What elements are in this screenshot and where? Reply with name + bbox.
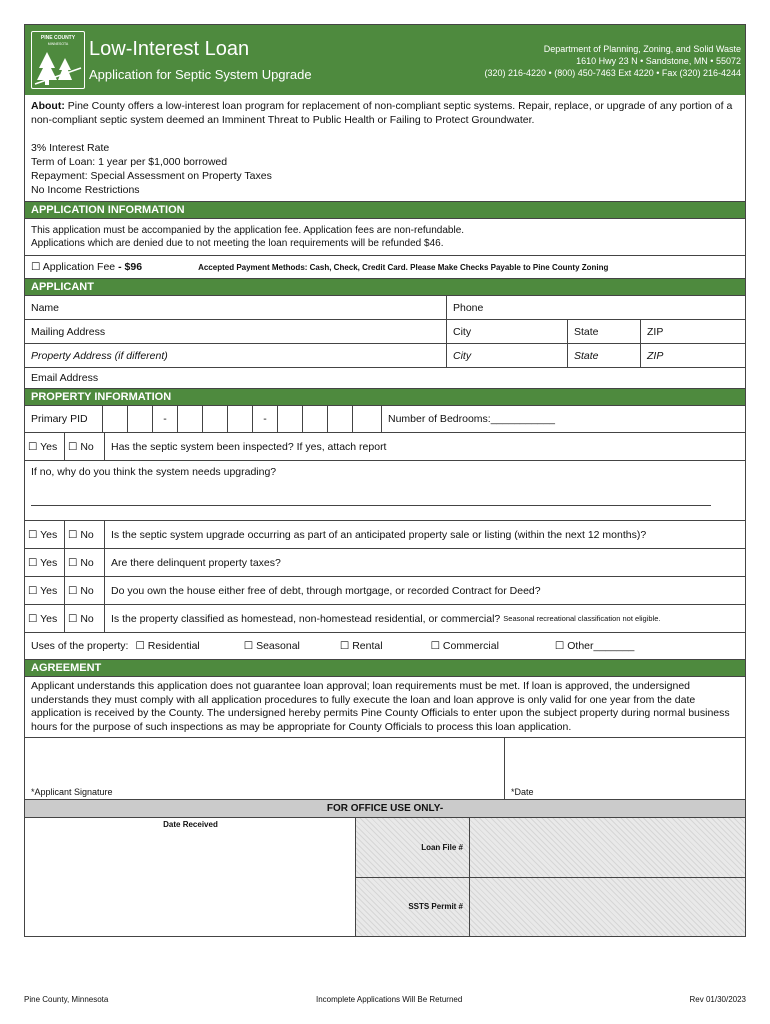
- question-text: Has the septic system been inspected? If yes, attach report: [111, 440, 387, 453]
- agreement-text: Applicant understands this application does not guarantee loan approval; loan requirements must be met. If loan is approved, the undersigned understands they must comply with all application procedures to fully execute the loan and loan approve is only valid for one year from the date application is received by the County. The undersigned hereby permits Pine County Officials to enter upon the subject property during normal business hours for the purpose of such inspections as may be appropriate for County Officials to process this loan application.: [25, 677, 745, 738]
- about-paragraph: [31, 99, 739, 127]
- yes-checkbox[interactable]: ☐ Yes: [25, 549, 65, 576]
- no-checkbox[interactable]: ☐ No: [65, 549, 105, 576]
- form-subtitle: Application for Septic System Upgrade: [89, 67, 312, 82]
- pid-digit-box[interactable]: [227, 406, 252, 432]
- pid-digit-box[interactable]: [102, 406, 127, 432]
- logo-text: PINE COUNTY: [40, 35, 76, 41]
- agreement-heading: AGREEMENT: [25, 660, 745, 677]
- property-city-field[interactable]: City: [447, 344, 568, 367]
- zip-field[interactable]: ZIP: [647, 325, 664, 338]
- pid-digit-box[interactable]: [127, 406, 152, 432]
- pid-row: [25, 406, 745, 433]
- question-taxes: [25, 549, 745, 577]
- why-upgrade-field[interactable]: [25, 461, 745, 521]
- about-label: About:: [31, 100, 65, 112]
- pine-county-logo: [31, 31, 85, 89]
- question-text: Are there delinquent property taxes?: [111, 556, 281, 569]
- application-notes: [25, 219, 745, 256]
- application-note: This application must be accompanied by the application fee. Application fees are non-refundable.: [31, 225, 465, 236]
- application-fee-amount: - $96: [118, 261, 143, 273]
- application-info-heading: APPLICATION INFORMATION: [25, 202, 745, 219]
- name-field[interactable]: Name: [25, 296, 447, 319]
- commercial-checkbox[interactable]: ☐ Commercial: [430, 640, 499, 652]
- question-classification: [25, 605, 745, 633]
- date-field[interactable]: [505, 738, 745, 799]
- phone-field[interactable]: Phone: [453, 301, 484, 314]
- date-label: *Date: [511, 787, 534, 797]
- department-contact: [485, 43, 741, 79]
- property-address-field[interactable]: Property Address (if different): [25, 344, 447, 367]
- question-ownership: [25, 577, 745, 605]
- about-text: Pine County offers a low-interest loan program for replacement of non-compliant septic systems. Repair, replace, or upgrade of any portion of a non-compliant septic system deemed an Imminent Threat to Public Health or Failing to Protect Groundwater.: [31, 100, 733, 126]
- city-field[interactable]: City: [447, 320, 568, 343]
- question-main: Is the property classified as homestead, non-homestead residential, or commercial?: [111, 612, 501, 625]
- ssts-permit-label: SSTS Permit #: [356, 878, 470, 937]
- residential-checkbox[interactable]: ☐ Residential: [135, 640, 200, 652]
- about-section: [25, 95, 745, 202]
- payment-methods: Accepted Payment Methods: Cash, Check, Credit Card. Please Make Checks Payable to Pine County Zoning: [198, 262, 609, 272]
- bedrooms-field[interactable]: Number of Bedrooms:___________: [381, 406, 555, 432]
- application-fee-row: [25, 256, 745, 279]
- email-row: [25, 368, 745, 389]
- pid-digit-box[interactable]: [177, 406, 202, 432]
- no-checkbox[interactable]: ☐ No: [65, 605, 105, 632]
- application-note: Applications which are denied due to not meeting the loan requirements will be refunded $46.: [31, 238, 444, 249]
- yes-checkbox[interactable]: ☐ Yes: [25, 605, 65, 632]
- application-form: [24, 24, 746, 937]
- question-text: Do you own the house either free of debt, through mortgage, or recorded Contract for Deed?: [111, 584, 541, 597]
- seasonal-checkbox[interactable]: ☐ Seasonal: [243, 640, 300, 652]
- mailing-address-field[interactable]: Mailing Address: [25, 320, 447, 343]
- rental-checkbox[interactable]: ☐ Rental: [339, 640, 383, 652]
- office-use-heading: FOR OFFICE USE ONLY-: [25, 800, 745, 818]
- loan-term: Term of Loan: 1 year per $1,000 borrowed: [31, 156, 228, 168]
- property-uses-row: [25, 633, 745, 660]
- loan-file-label: Loan File #: [356, 818, 470, 877]
- pid-separator: -: [152, 406, 177, 432]
- loan-file-box: [470, 818, 745, 877]
- footer-center: Incomplete Applications Will Be Returned: [316, 995, 463, 1004]
- property-info-heading: PROPERTY INFORMATION: [25, 389, 745, 406]
- uses-label: Uses of the property:: [31, 640, 129, 652]
- signature-label: *Applicant Signature: [31, 787, 113, 797]
- other-checkbox[interactable]: ☐ Other_______: [554, 640, 635, 652]
- pine-tree-icon: [33, 48, 83, 88]
- yes-checkbox[interactable]: ☐ Yes: [25, 577, 65, 604]
- department-address: 1610 Hwy 23 N • Sandstone, MN • 55072: [576, 56, 741, 66]
- mailing-row: [25, 320, 745, 344]
- ssts-permit-row: [356, 878, 745, 937]
- no-checkbox[interactable]: ☐ No: [65, 577, 105, 604]
- property-state-field[interactable]: State: [568, 344, 641, 367]
- pid-digit-box[interactable]: [352, 406, 377, 432]
- yes-checkbox[interactable]: ☐ Yes: [25, 521, 65, 548]
- signature-field[interactable]: [25, 738, 505, 799]
- department-phones: (320) 216-4220 • (800) 450-7463 Ext 4220 • Fax (320) 216-4244: [484, 68, 741, 78]
- state-field[interactable]: State: [568, 320, 641, 343]
- office-use-section: [25, 818, 745, 936]
- loan-term: Repayment: Special Assessment on Property Taxes: [31, 170, 272, 182]
- question-sale: [25, 521, 745, 549]
- pid-separator: -: [252, 406, 277, 432]
- yes-checkbox[interactable]: ☐ Yes: [25, 433, 65, 460]
- department-name: Department of Planning, Zoning, and Solid Waste: [543, 44, 741, 54]
- no-checkbox[interactable]: ☐ No: [65, 433, 105, 460]
- question-text: Is the septic system upgrade occurring as part of an anticipated property sale or listing (within the next 12 months)?: [111, 528, 647, 541]
- classification-note: Seasonal recreational classification not eligible.: [503, 614, 661, 623]
- email-field[interactable]: Email Address: [31, 372, 99, 384]
- form-title: Low-Interest Loan: [89, 38, 250, 60]
- pid-digit-box[interactable]: [327, 406, 352, 432]
- property-address-row: [25, 344, 745, 368]
- applicant-row: [25, 296, 745, 320]
- pid-digit-box[interactable]: [202, 406, 227, 432]
- logo-subtext: MINNESOTA: [47, 42, 69, 46]
- property-zip-field[interactable]: ZIP: [647, 349, 664, 362]
- pid-label: Primary PID: [31, 413, 88, 425]
- date-received-label: Date Received: [163, 820, 218, 829]
- date-received-box: [25, 818, 356, 936]
- question-inspected: [25, 433, 745, 461]
- loan-term: No Income Restrictions: [31, 184, 140, 196]
- ssts-permit-box: [470, 878, 745, 937]
- no-checkbox[interactable]: ☐ No: [65, 521, 105, 548]
- signature-row: [25, 738, 745, 800]
- why-upgrade-label: If no, why do you think the system needs upgrading?: [31, 466, 277, 478]
- footer-right: Rev 01/30/2023: [689, 995, 746, 1004]
- loan-file-row: [356, 818, 745, 878]
- pid-digit-box[interactable]: [302, 406, 327, 432]
- answer-line: [31, 505, 711, 506]
- application-fee-checkbox[interactable]: ☐ Application Fee: [31, 261, 116, 273]
- loan-term: 3% Interest Rate: [31, 142, 110, 154]
- applicant-heading: APPLICANT: [25, 279, 745, 296]
- form-header: [25, 25, 745, 95]
- question-text: [105, 605, 660, 632]
- footer-left: Pine County, Minnesota: [24, 995, 109, 1004]
- office-fields: [356, 818, 745, 936]
- pid-digit-box[interactable]: [277, 406, 302, 432]
